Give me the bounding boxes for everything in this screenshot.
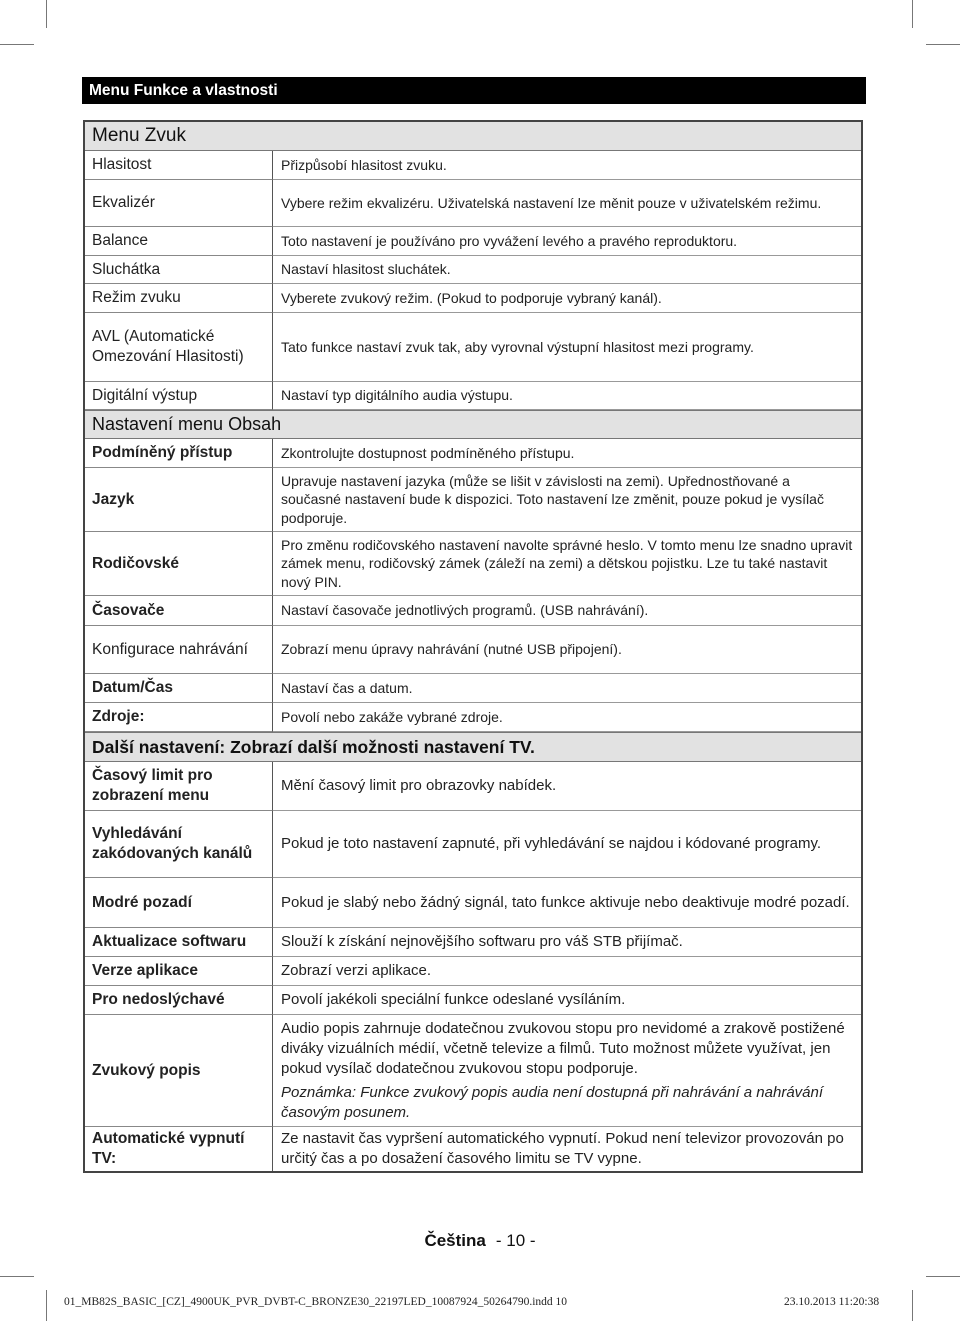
row-description: Pokud je slabý nebo žádný signál, tato funkce aktivuje nebo deaktivuje modré pozadí. <box>273 878 861 928</box>
row-label: AVL (Automatické Omezování Hlasitosti) <box>85 313 273 382</box>
row-description: Mění časový limit pro obrazovky nabídek. <box>273 762 861 811</box>
row-description: Upravuje nastavení jazyka (může se lišit v závislosti na zemi). Upřednostňované a současné nastavení bude k dispozici. Toto nastavení lze změnit, pouze pokud je vysílač podporuje. <box>273 468 861 532</box>
row-label: Digitální výstup <box>85 382 273 410</box>
row-label: Balance <box>85 227 273 256</box>
row-label: Modré pozadí <box>85 878 273 928</box>
row-description: Nastaví hlasitost sluchátek. <box>273 256 861 284</box>
row-label: Rodičovské <box>85 532 273 596</box>
row-label: Aktualizace softwaru <box>85 928 273 957</box>
table-row <box>85 227 861 256</box>
page-number: - 10 - <box>495 1231 536 1250</box>
footer-language: Čeština <box>424 1231 486 1250</box>
row-label: Datum/Čas <box>85 674 273 703</box>
row-label: Podmíněný přístup <box>85 439 273 468</box>
row-description-text: Audio popis zahrnuje dodatečnou zvukovou stopu pro nevidomé a zrakově postižené diváky vizuálních médií, včetně televize a filmů. Tuto možnost můžete využívat, jen pokud vysílač dodatečnou zvukovou stopu podporuje. <box>281 1019 845 1077</box>
row-description: Pro změnu rodičovského nastavení navolte správné heslo. V tomto menu lze snadno upravit zámek menu, rodičovský zámek (záleží na zemi) a dětskou pojistku. Lze tu také nastavit nový PIN. <box>273 532 861 596</box>
row-label: Verze aplikace <box>85 957 273 986</box>
row-label: Jazyk <box>85 468 273 532</box>
page-header <box>82 77 866 104</box>
row-label: Pro nedoslýchavé <box>85 986 273 1015</box>
row-description: Nastaví časovače jednotlivých programů. (USB nahrávání). <box>273 596 861 626</box>
table-row <box>85 151 861 180</box>
row-description: Tato funkce nastaví zvuk tak, aby vyrovnal výstupní hlasitost mezi programy. <box>273 313 861 382</box>
row-description: Zobrazí verzi aplikace. <box>273 957 861 986</box>
table-row <box>85 439 861 468</box>
row-description: Slouží k získání nejnovějšího softwaru pro váš STB přijímač. <box>273 928 861 957</box>
table-row <box>85 928 861 957</box>
crop-mark <box>46 0 47 28</box>
crop-mark <box>926 44 960 45</box>
table-row <box>85 313 861 382</box>
print-timestamp: 23.10.2013 11:20:38 <box>784 1296 880 1308</box>
row-description: Nastaví čas a datum. <box>273 674 861 703</box>
table-row <box>85 762 861 811</box>
table-row <box>85 256 861 284</box>
crop-mark <box>0 44 34 45</box>
row-description: Zkontrolujte dostupnost podmíněného přístupu. <box>273 439 861 468</box>
features-table <box>83 120 863 1173</box>
table-row <box>85 626 861 674</box>
row-description: Vybere režim ekvalizéru. Uživatelská nastavení lze měnit pouze v uživatelském režimu. <box>273 180 861 227</box>
row-note: Poznámka: Funkce zvukový popis audia není dostupná při nahrávání a nahrávání časovým posunem. <box>281 1083 824 1121</box>
table-row <box>85 284 861 313</box>
row-label: Vyhledávání zakódovaných kanálů <box>85 811 273 878</box>
row-label: Zdroje: <box>85 703 273 732</box>
row-description: Zobrazí menu úpravy nahrávání (nutné USB připojení). <box>273 626 861 674</box>
row-description: Pokud je toto nastavení zapnuté, při vyhledávání se najdou i kódované programy. <box>273 811 861 878</box>
crop-mark <box>912 1290 913 1321</box>
table-row <box>85 596 861 626</box>
row-label: Sluchátka <box>85 256 273 284</box>
row-description: Přizpůsobí hlasitost zvuku. <box>273 151 861 180</box>
table-row <box>85 878 861 928</box>
row-label: Režim zvuku <box>85 284 273 313</box>
table-row <box>85 180 861 227</box>
row-label: Ekvalizér <box>85 180 273 227</box>
row-description: Povolí nebo zakáže vybrané zdroje. <box>273 703 861 732</box>
row-description <box>273 1015 861 1127</box>
print-file-name: 01_MB82S_BASIC_[CZ]_4900UK_PVR_DVBT-C_BRONZE30_22197LED_10087924_50264790.indd 10 <box>64 1296 568 1308</box>
row-label: Hlasitost <box>85 151 273 180</box>
row-label: Časovače <box>85 596 273 626</box>
row-label: Zvukový popis <box>85 1015 273 1127</box>
table-row <box>85 382 861 410</box>
table-row <box>85 1127 861 1171</box>
section-heading-sound: Menu Zvuk <box>85 122 861 151</box>
section-heading-content: Nastavení menu Obsah <box>85 410 861 439</box>
table-row <box>85 674 861 703</box>
row-label: Konfigurace nahrávání <box>85 626 273 674</box>
table-row <box>85 957 861 986</box>
row-description: Toto nastavení je používáno pro vyvážení levého a pravého reproduktoru. <box>273 227 861 256</box>
row-description: Vyberete zvukový režim. (Pokud to podporuje vybraný kanál). <box>273 284 861 313</box>
table-row <box>85 703 861 732</box>
crop-mark <box>0 1276 34 1277</box>
page-title: Menu Funkce a vlastnosti <box>89 82 278 99</box>
table-row <box>85 811 861 878</box>
row-label: Časový limit pro zobrazení menu <box>85 762 273 811</box>
row-description: Povolí jakékoli speciální funkce odeslané vysíláním. <box>273 986 861 1015</box>
row-label: Automatické vypnutí TV: <box>85 1127 273 1171</box>
table-row <box>85 986 861 1015</box>
crop-mark <box>926 1276 960 1277</box>
table-row <box>85 468 861 532</box>
crop-mark <box>912 0 913 28</box>
table-row <box>85 532 861 596</box>
section-heading-other: Další nastavení: Zobrazí další možnosti nastavení TV. <box>85 732 861 762</box>
row-description: Ze nastavit čas vypršení automatického vypnutí. Pokud není televizor provozován po určitý čas a po dosažení časového limitu se TV vypne. <box>281 1130 844 1167</box>
crop-mark <box>46 1290 47 1321</box>
page-footer <box>0 1231 960 1251</box>
table-row <box>85 1015 861 1127</box>
row-description: Nastaví typ digitálního audia výstupu. <box>273 382 861 410</box>
